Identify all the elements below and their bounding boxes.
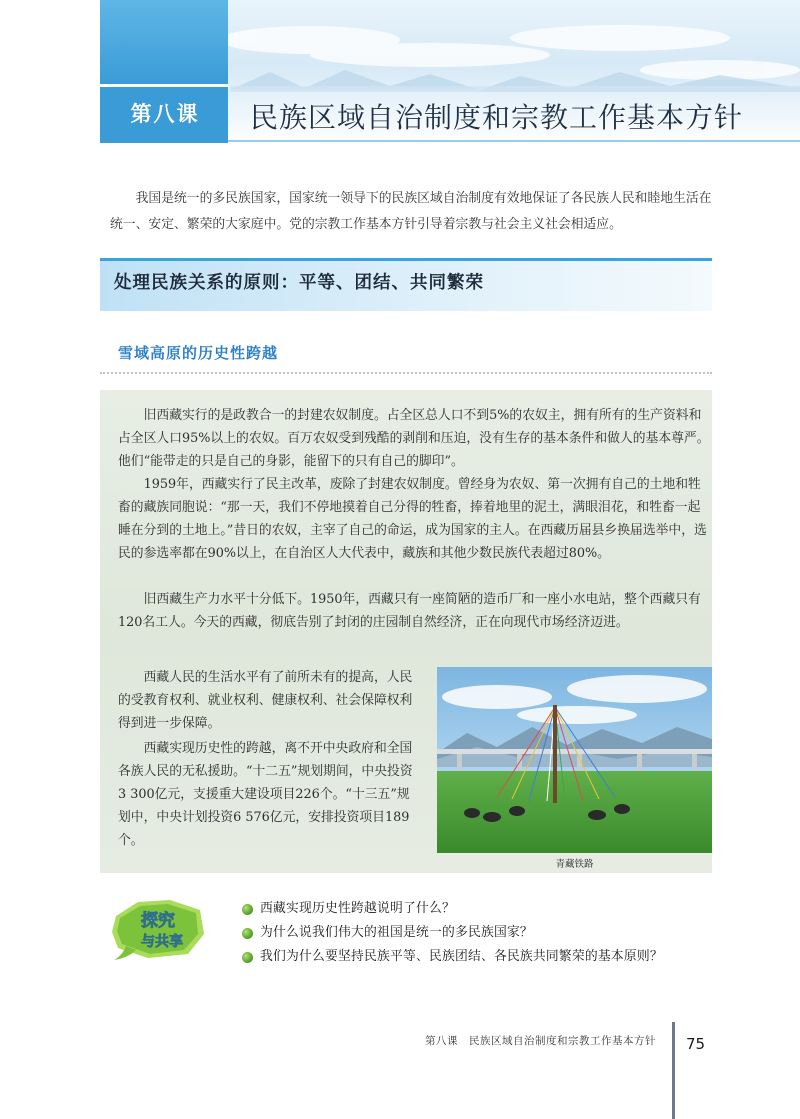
reading-paragraph-3: 旧西藏生产力水平十分低下。1950年，西藏只有一座简陋的造币厂和一座小水电站，整个西藏只有120名工人。今天的西藏，彻底告别了封闭的庄园制自然经济，正在向现代市场经济迈进。 [118, 592, 701, 630]
reading-paragraph-4: 西藏人民的生活水平有了前所未有的提高，人民的受教育权利、就业权利、健康权利、社会保障权利得到进一步保障。 [118, 670, 413, 731]
bullet-icon [242, 904, 253, 915]
question-text: 我们为什么要坚持民族平等、民族团结、各民族共同繁荣的基本原则？ [260, 949, 663, 964]
dotted-divider [100, 372, 712, 374]
discussion-questions [242, 897, 722, 969]
running-footer-title: 第八课 民族区域自治制度和宗教工作基本方针 [425, 1035, 656, 1047]
tab-divider [100, 84, 228, 87]
section-title: 处理民族关系的原则：平等、团结、共同繁荣 [114, 273, 484, 293]
question-item [242, 921, 722, 945]
question-text: 西藏实现历史性跨越说明了什么？ [260, 901, 455, 916]
footer-vertical-rule [672, 1022, 675, 1119]
question-text: 为什么说我们伟大的祖国是统一的多民族国家？ [260, 925, 533, 940]
badge-text-2: 与共享 [141, 934, 183, 950]
question-item [242, 945, 722, 969]
badge-text-1: 探究 [141, 911, 175, 931]
reading-paragraph-5: 西藏实现历史性的跨越，离不开中央政府和全国各族人民的无私援助。“十二五”规划期间，中央投资3 300亿元，支援重大建设项目226个。“十三五”规划中，中央计划投资6 576亿元，安排投资项目189个。 [118, 741, 413, 848]
page-number: 75 [686, 1035, 706, 1053]
reading-paragraph-2: 1959年，西藏实行了民主改革，废除了封建农奴制度。曾经身为农奴、第一次拥有自己的土地和牲畜的藏族同胞说：“那一天，我们不停地摸着自己分得的牲畜，捧着地里的泥土，满眼泪花，和牲畜一起睡在分到的土地上。”昔日的农奴，主宰了自己的命运，成为国家的主人。在西藏历届县乡换届选举中，选民的参选率都在90%以上，在自治区人大代表中，藏族和其他少数民族代表超过80%。 [118, 477, 707, 561]
reading-paragraph-1: 旧西藏实行的是政教合一的封建农奴制度。占全区总人口不到5%的农奴主，拥有所有的生产资料和占全区人口95%以上的农奴。百万农奴受到残酷的剥削和压迫，没有生存的基本条件和做人的基本尊严。他们“能带走的只是自己的身影，能留下的只有自己的脚印”。 [118, 408, 710, 469]
bullet-icon [242, 928, 253, 939]
question-item [242, 897, 722, 921]
subsection-title: 雪域高原的历史性跨越 [118, 344, 279, 362]
photo-caption: 青藏铁路 [555, 859, 594, 870]
railway-illustration [437, 667, 712, 853]
intro-paragraph: 我国是统一的多民族国家，国家统一领导下的民族区域自治制度有效地保证了各民族人民和睦地生活在统一、安定、繁荣的大家庭中。党的宗教工作基本方针引导着宗教与社会主义社会相适应。 [110, 190, 712, 232]
explore-share-badge [108, 896, 208, 962]
header-underline [228, 140, 800, 142]
section-heading-bar [100, 258, 712, 311]
bullet-icon [242, 952, 253, 963]
lesson-number: 第八课 [130, 101, 200, 126]
lesson-title: 民族区域自治制度和宗教工作基本方针 [250, 101, 744, 134]
qinghai-tibet-railway-photo [437, 667, 712, 853]
